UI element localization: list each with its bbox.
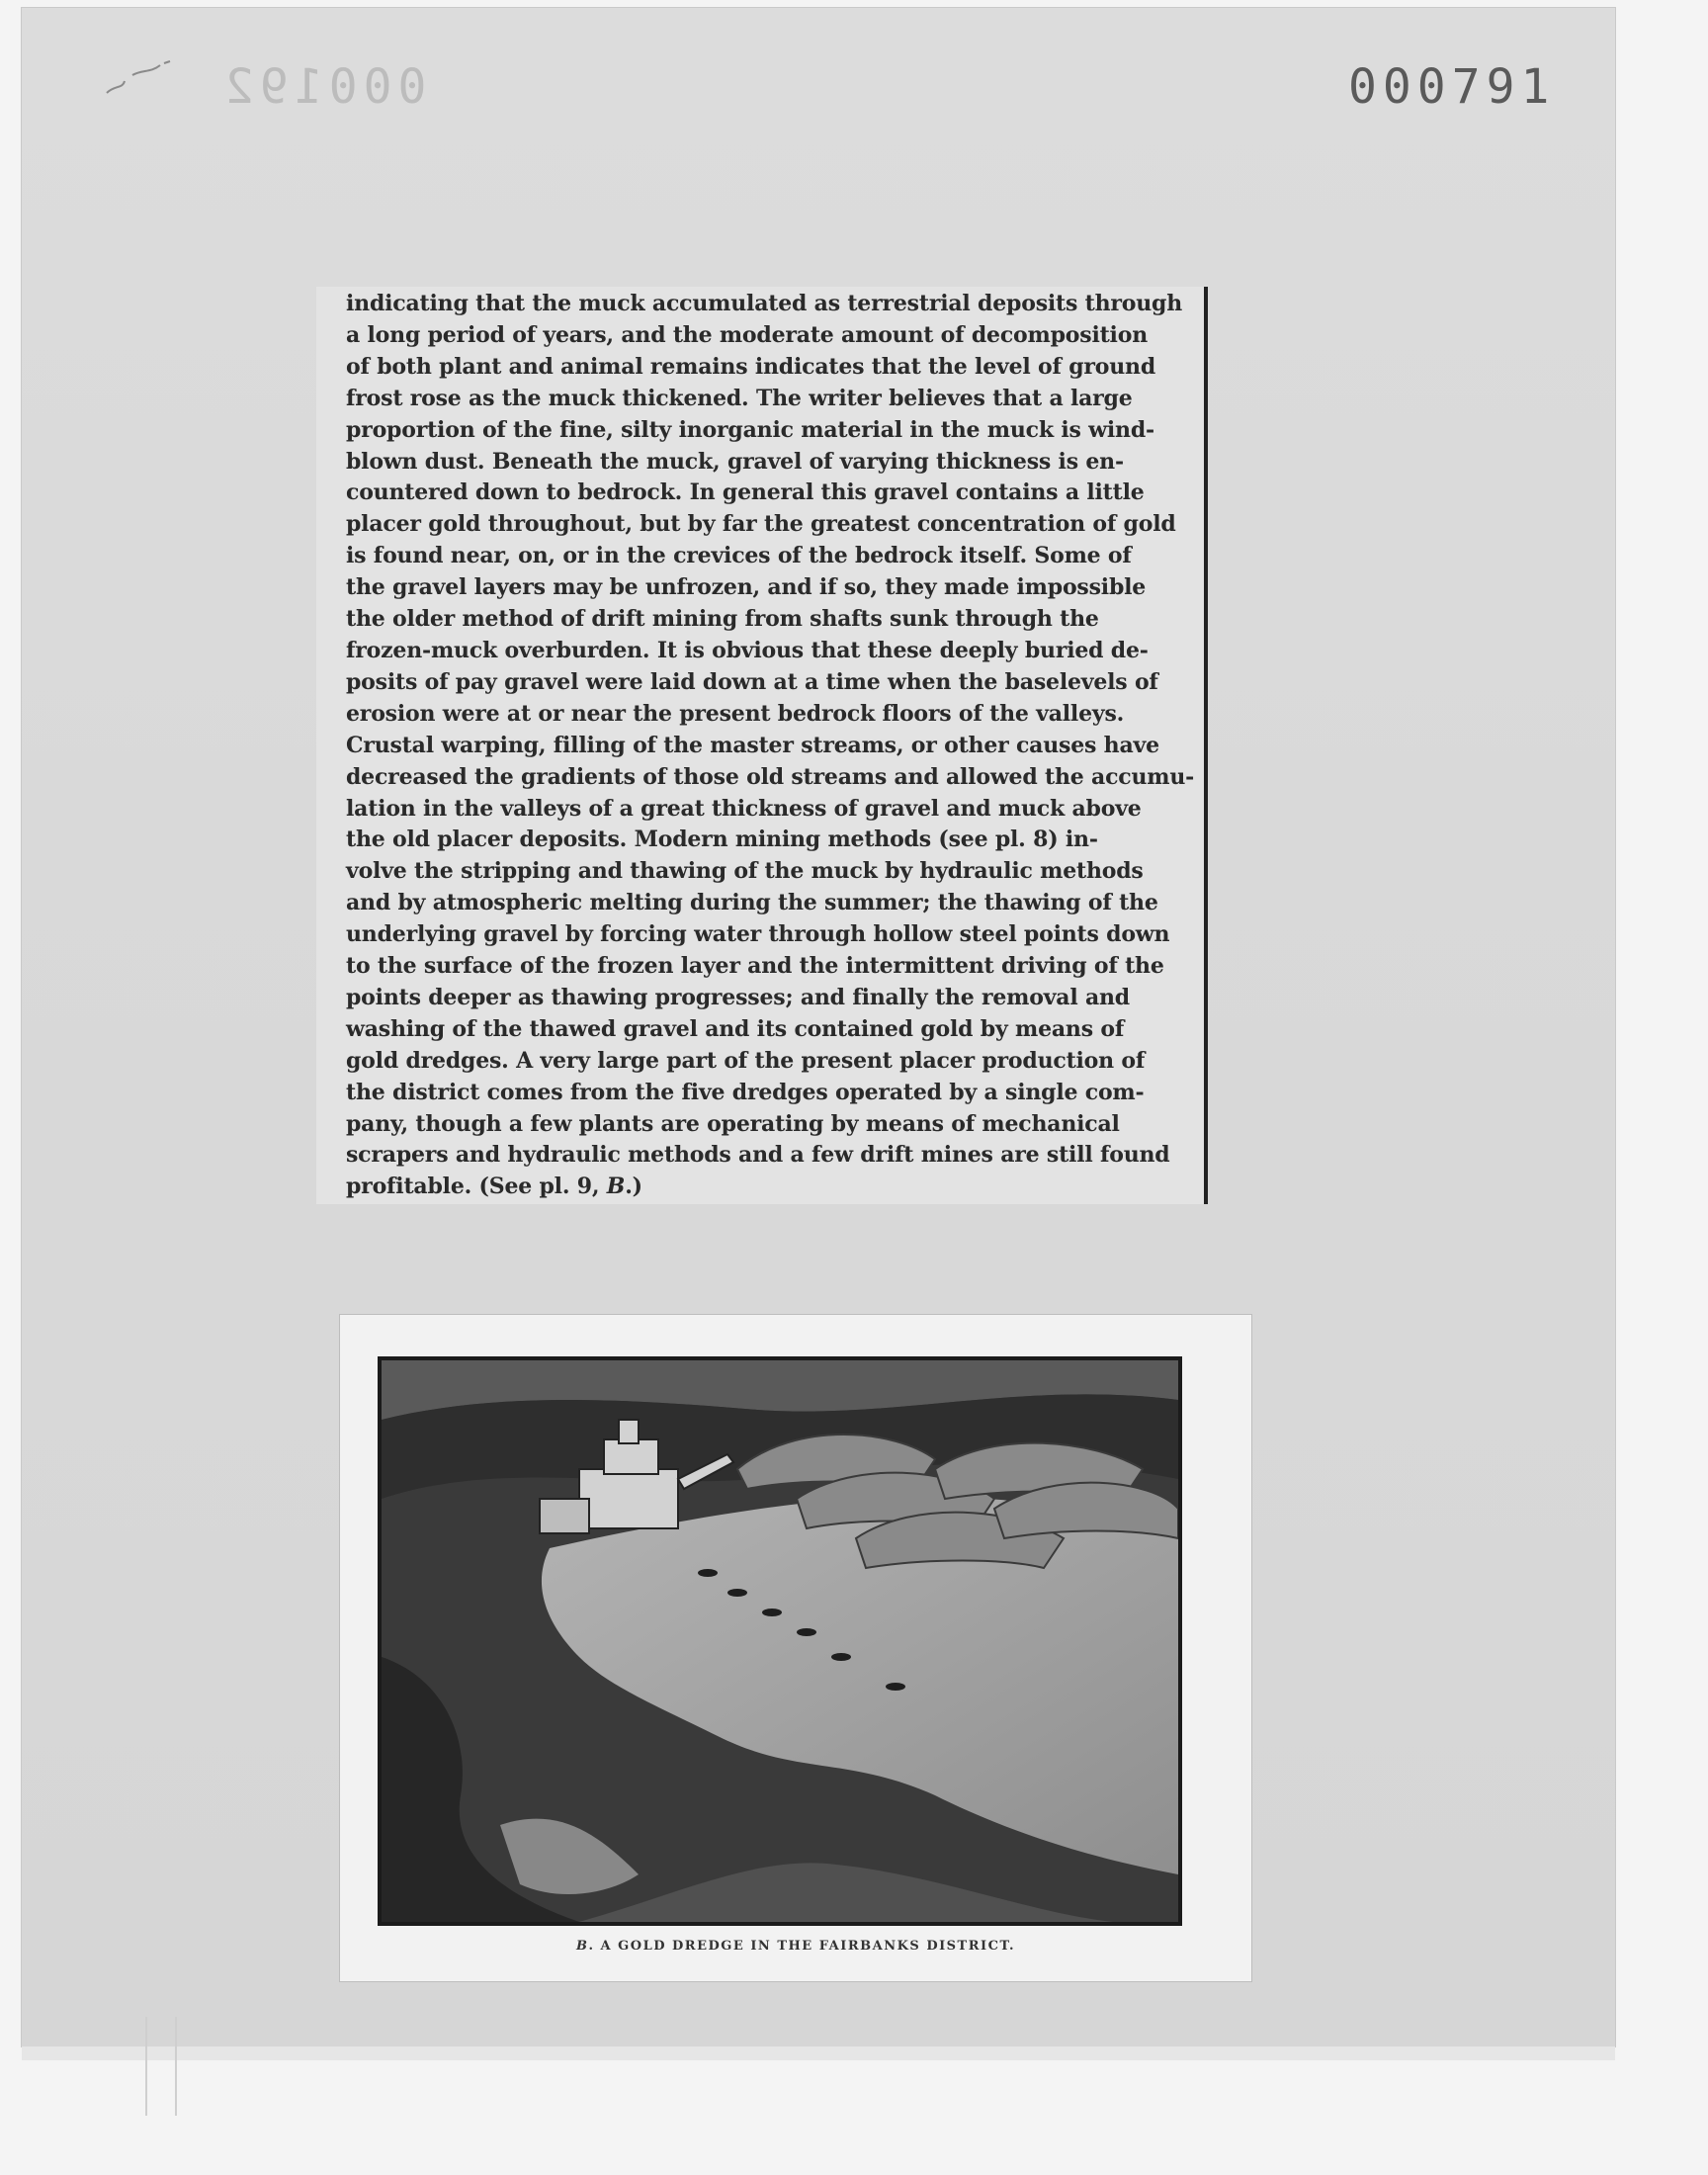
text-line: indicating that the muck accumulated as terrestrial deposits through — [346, 291, 1183, 316]
text-line: to the surface of the frozen layer and the intermittent driving of the — [346, 953, 1164, 980]
text-line: a long period of years, and the moderate amount of decomposition — [346, 321, 1148, 348]
text-line: decreased the gradients of those old streams and allowed the accumu- — [346, 763, 1195, 790]
text-line: frost rose as the muck thickened. The writer believes that a large — [346, 385, 1133, 411]
page-stamp-number: 000791 — [1348, 59, 1556, 115]
text-line: erosion were at or near the present bedrock floors of the valleys. — [346, 700, 1125, 727]
binding-edge-marks — [144, 2017, 184, 2116]
figure-caption — [340, 1939, 1251, 1954]
text-line: frozen-muck overburden. It is obvious that these deeply buried de- — [346, 637, 1149, 663]
text-line: the old placer deposits. Modern mining methods (see pl. 8) in- — [346, 826, 1098, 853]
dredge-photo-image — [382, 1360, 1178, 1922]
pencil-mark-icon — [103, 55, 182, 105]
text-line: of both plant and animal remains indicates that the level of ground — [346, 353, 1156, 380]
text-line: gold dredges. A very large part of the present placer production of — [346, 1047, 1146, 1074]
text-line: placer gold throughout, but by far the greatest concentration of gold — [346, 511, 1176, 538]
text-line-last — [346, 1172, 1178, 1203]
text-line: underlying gravel by forcing water through hollow steel points down — [346, 921, 1170, 948]
text-line: the gravel layers may be unfrozen, and if so, they made impossible — [346, 574, 1147, 601]
dredge-photograph — [378, 1356, 1182, 1926]
text-clipping — [316, 287, 1208, 1204]
text-line: volve the stripping and thawing of the muck by hydraulic methods — [346, 858, 1144, 885]
photo-clipping — [340, 1315, 1251, 1981]
last-line-suffix: .) — [625, 1174, 642, 1200]
text-line: blown dust. Beneath the muck, gravel of varying thickness is en- — [346, 448, 1124, 475]
text-line: countered down to bedrock. In general this gravel contains a little — [346, 479, 1145, 506]
text-line: points deeper as thawing progresses; and finally the removal and — [346, 984, 1130, 1010]
plate-reference: B — [606, 1174, 626, 1200]
bleed-through-stamp: 000192 — [219, 59, 427, 115]
text-line: washing of the thawed gravel and its contained gold by means of — [346, 1015, 1125, 1042]
caption-plate: B — [576, 1939, 589, 1954]
text-line: Crustal warping, filling of the master streams, or other causes have — [346, 732, 1159, 758]
text-line: scrapers and hydraulic methods and a few drift mines are still found — [346, 1142, 1170, 1169]
text-line: and by atmospheric melting during the summer; the thawing of the — [346, 890, 1158, 916]
text-line: lation in the valleys of a great thickness of gravel and muck above — [346, 795, 1142, 822]
text-line: proportion of the fine, silty inorganic material in the muck is wind- — [346, 416, 1154, 443]
text-line: pany, though a few plants are operating by means of mechanical — [346, 1110, 1120, 1137]
last-line-prefix: profitable. (See pl. 9, — [346, 1174, 607, 1200]
caption-text: . A GOLD DREDGE IN THE FAIRBANKS DISTRICT. — [588, 1939, 1015, 1954]
body-paragraph — [346, 289, 1195, 1203]
text-line: is found near, on, or in the crevices of the bedrock itself. Some of — [346, 543, 1132, 569]
text-line: the district comes from the five dredges operated by a single com- — [346, 1079, 1145, 1105]
text-line: the older method of drift mining from shafts sunk through the — [346, 606, 1099, 633]
text-line: posits of pay gravel were laid down at a time when the baselevels of — [346, 668, 1158, 695]
